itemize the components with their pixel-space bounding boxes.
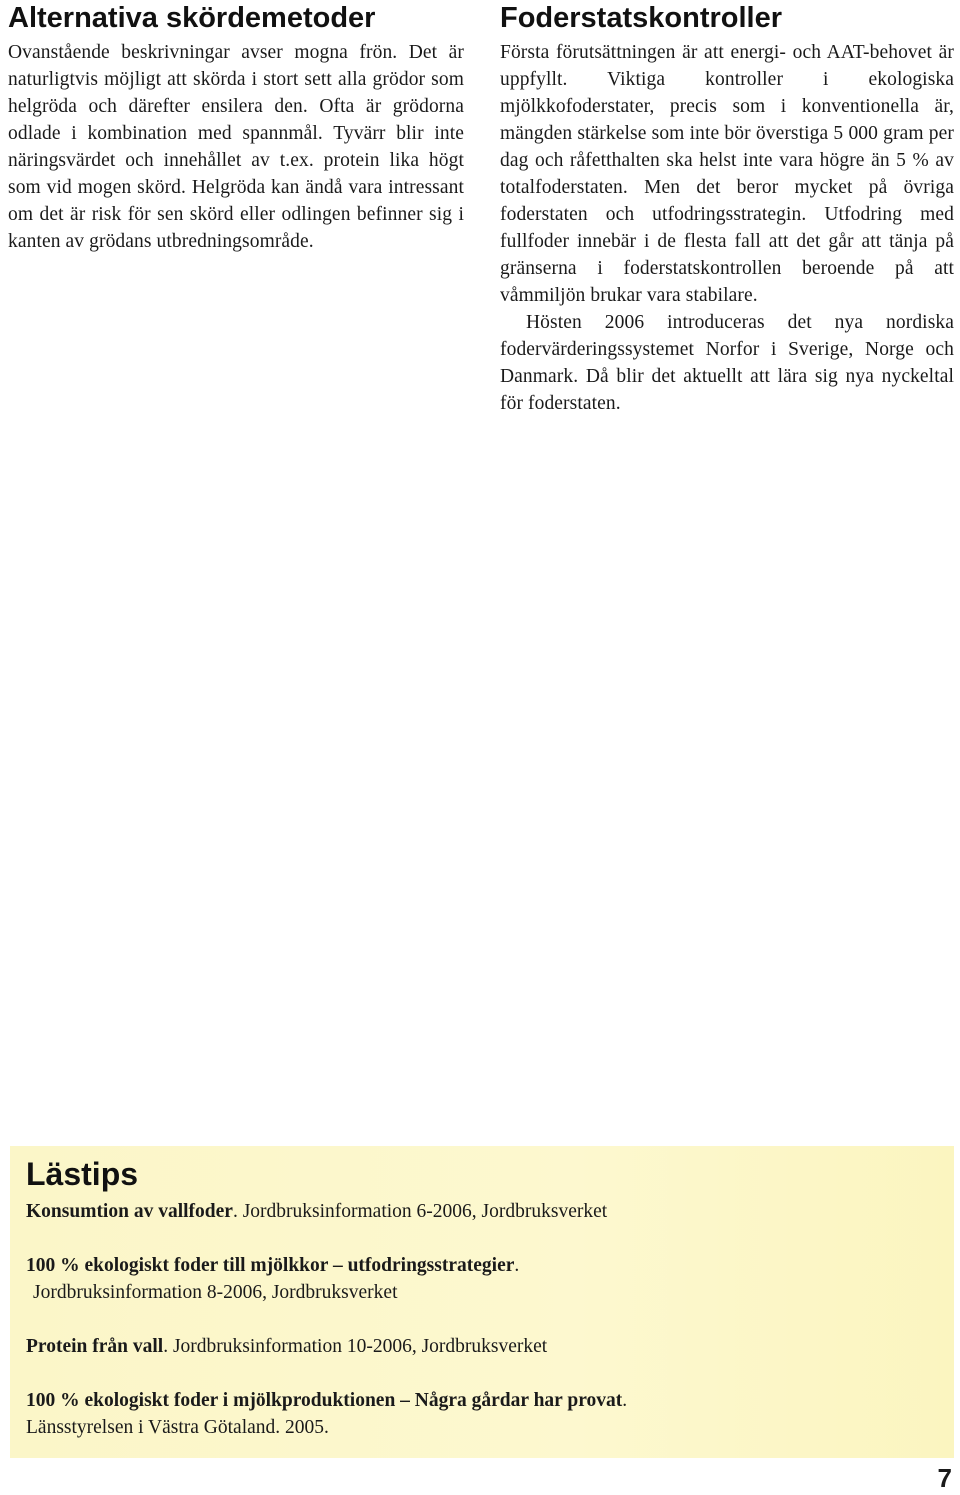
reading-tips-heading: Lästips (26, 1156, 139, 1192)
left-column (8, 0, 464, 255)
reference-item: 100 % ekologiskt foder i mjölkproduktionen – Några gårdar har provat. Länsstyrelsen i Västra Götaland. 2005. (26, 1387, 938, 1441)
reading-tips-box (10, 1146, 954, 1458)
reference-source: Jordbruksinformation 6-2006, Jordbruksverket (242, 1201, 608, 1222)
paragraph-foderstat-2: Hösten 2006 introduceras det nya nordiska fodervärderingssystemet Norfor i Sverige, Norge och Danmark. Då blir det aktuellt att lära sig nya nyckeltal för foderstaten. (500, 312, 954, 414)
reference-title: Protein från vall (26, 1336, 164, 1357)
reference-title: 100 % ekologiskt foder i mjölkproduktionen – Några gårdar har provat (26, 1390, 623, 1411)
reference-title: 100 % ekologiskt foder till mjölkkor – utfodringsstrategier (26, 1255, 515, 1276)
paragraph-alternativa: Ovanstående beskrivningar avser mogna frön. Det är naturligtvis möjligt att skörda i stort sett alla grödor som helgröda och därefter ensilera den. Ofta är grödorna odlade i kombination med spannmål. Tyvärr blir inte näringsvärdet och innehållet av t.ex. protein lika högt som vid mogen skörd. Helgröda kan ändå vara intressant om det är risk för sen skörd eller odlingen befinner sig i kanten av grödans utbredningsområde. (8, 42, 464, 252)
reference-item: Konsumtion av vallfoder. Jordbruksinformation 6-2006, Jordbruksverket (26, 1201, 608, 1222)
page-number: 7 (937, 1463, 952, 1493)
section-heading-foderstatskontroller: Foderstatskontroller (500, 2, 782, 34)
paragraph-foderstat-1: Första förutsättningen är att energi- och AAT-behovet är uppfyllt. Viktiga kontroller i ekologiska mjölkkofoderstater, precis som i konventionella är, mängden stärkelse som inte bör överstiga 5 000 gram per dag och råfetthalten ska helst inte vara högre än 5 % av totalfoderstaten. Men det beror mycket på övriga foderstaten och utfodringsstrategin. Utfodring med fullfoder innebär i de flesta fall att det går att tänja på gränserna i foderstatskontrollen beroende på att våmmiljön brukar vara stabilare. (500, 42, 954, 306)
reference-source: Jordbruksinformation 8-2006, Jordbruksverket (33, 1282, 398, 1303)
right-column (500, 0, 954, 417)
reference-title: Konsumtion av vallfoder (26, 1201, 233, 1222)
section-heading-alternativa: Alternativa skördemetoder (8, 2, 376, 34)
reference-source: Jordbruksinformation 10-2006, Jordbruksverket (172, 1336, 548, 1357)
reference-item: 100 % ekologiskt foder till mjölkkor – utfodringsstrategier. Jordbruksinformation 8-2006, Jordbruksverket (26, 1252, 938, 1306)
reference-source: Länsstyrelsen i Västra Götaland. 2005. (26, 1417, 329, 1438)
reference-item: Protein från vall. Jordbruksinformation 10-2006, Jordbruksverket (26, 1336, 548, 1357)
